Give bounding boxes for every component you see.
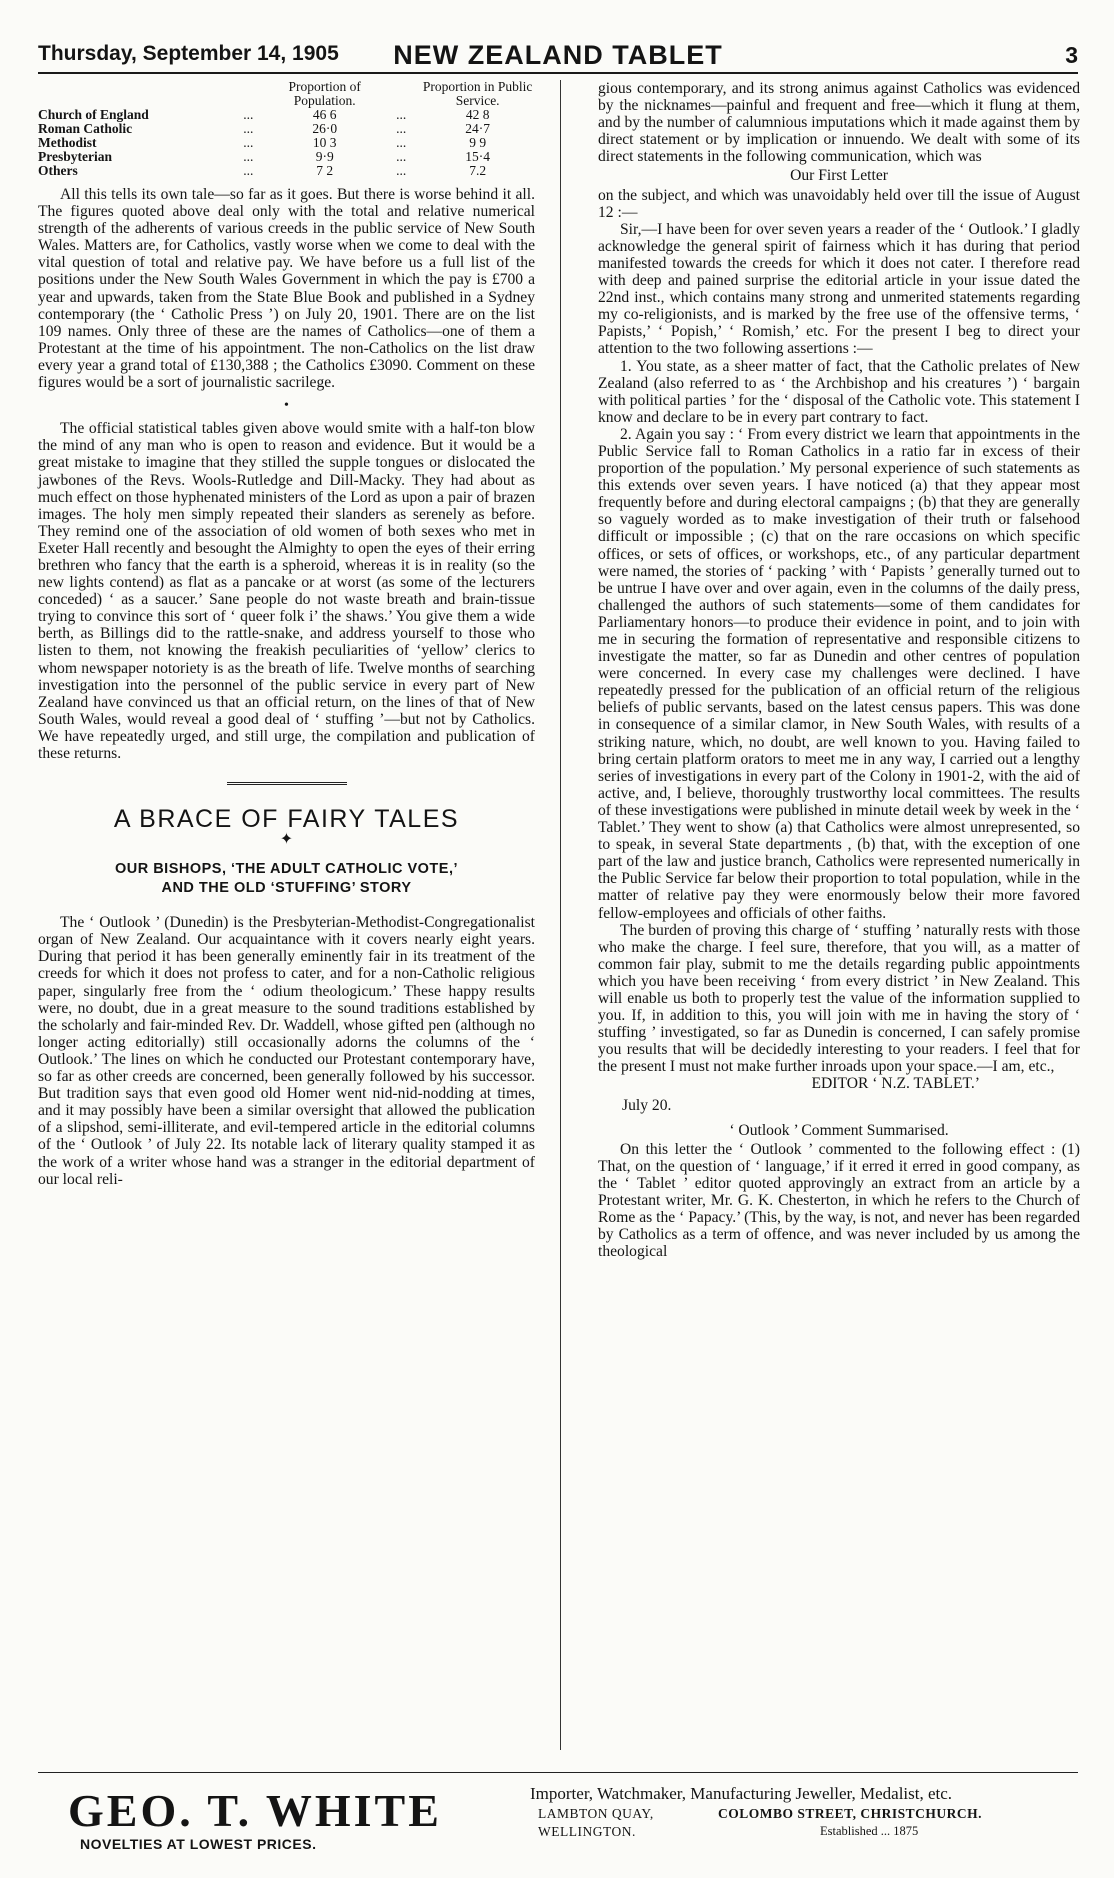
letter-paragraph: Sir,—I have been for over seven years a reader of the ‘ Outlook.’ I gladly acknowledge the general spirit of fairness which it has during that period manifested towards the creeds for which it does not cater. I therefore read with deep and pained surprise the editorial article in your issue dated the 22nd inst., which contains many strong and unmerited statements regarding my co-religionists, and is marked by the free use of the offensive terms, ‘ Papists,’ ‘ Popish,’ ‘ Romish,’ etc. For the present I beg to direct your attention to the two following assertions :— <box>598 220 1080 358</box>
service-value: 7.2 <box>469 163 487 178</box>
article-paragraph: All this tells its own tale—so far as it goes. But there is worse behind it all. The figures quoted above deal only with the total and relative numerical strength of the adherents of various creeds in the public service of New South Wales. Matters are, for Catholics, vastly worse when we come to deal with the vital question of total and relative pay. We have before us a full list of the positions under the New South Wales Government in which the pay is £700 a year and upwards, taken from the State Blue Book and published in a Sydney contemporary (the ‘ Catholic Press ’) on July 20, 1901. There are on the list 109 names. Only three of these are the names of Catholics—one of them a Protestant at the time of his appointment. The non-Catholics on the list draw every year a grand total of £130,388 ; the Catholics £3090. Comment on these figures would be a sort of journalistic sacrilege. <box>38 186 535 392</box>
table-row: Others ... 7 2 ... 7.2 <box>38 164 535 178</box>
city-wellington: WELLINGTON. <box>538 1824 636 1839</box>
table-row: Church of England ... 46 6 ... 42 8 <box>38 108 535 122</box>
creed-name: Church of England <box>38 107 149 122</box>
section-bullet: • <box>284 398 289 414</box>
section-divider <box>227 782 347 785</box>
heading-ornament: ✦ <box>279 831 294 849</box>
footer-divider <box>38 1772 1078 1773</box>
service-value: 9 9 <box>469 135 487 150</box>
advertiser-trades: Importer, Watchmaker, Manufacturing Jeweller, Medalist, etc. <box>530 1784 953 1803</box>
table-row: Presbyterian ... 9·9 ... 15·4 <box>38 150 535 164</box>
creed-name: Others <box>38 163 78 178</box>
address-wellington: LAMBTON QUAY, <box>538 1806 654 1821</box>
masthead-title: NEW ZEALAND TABLET <box>393 40 723 70</box>
letter-signoff: EDITOR ‘ N.Z. TABLET.’ <box>811 1075 980 1093</box>
summary-heading: ‘ Outlook ’ Comment Summarised. <box>729 1121 949 1139</box>
letter-date: July 20. <box>622 1096 672 1114</box>
service-header: Proportion in Public Service. <box>422 79 533 108</box>
article-paragraph: The official statistical tables given above would smite with a half-ton blow the mind of any man who is open to reason and evidence. But it would be a great mistake to imagine that they stilled the supple tongues or dislocated the jawbones of the Revs. Wools-Rutledge and Dill-Macky. They had about as much effect on those hyphenated ministers of the Lord as upon a pair of brazen images. The holy men simply repeated their slanders as serenely as before. They remind one of the association of old women of both sexes who met in Exeter Hall recently and besought the Almighty to open the eyes of their erring brethren who fancy that the earth is a spheroid, whereas it is in reality (so the new lights contend) as flat as a pancake or at worst (as some of the lecturers conceded) ‘ as a saucer.’ Sane people do not waste breath and brain-tissue trying to convince this sort of ‘ queer folk i’ the shaws.’ You give them a wide berth, as Billings did to the rattle-snake, and address yourself to those who listen to them, not knowing the freakish peculiarities of ‘yellow’ clerics to whom newspaper notoriety is as the breath of life. Twelve months of searching investigation into the personnel of the public service in every part of New Zealand have convinced us that an official return, on the lines of that of New South Wales, would reveal a good deal of ‘ stuffing ’—but not by Catholics. We have repeatedly urged, and still urge, the compilation and publication of these returns. <box>38 420 535 762</box>
article-paragraph: on the subject, and which was unavoidably held over till the issue of August 12 :— <box>598 186 1080 221</box>
service-value: 24·7 <box>465 121 490 136</box>
advertiser-tagline: NOVELTIES AT LOWEST PRICES. <box>80 1836 317 1852</box>
column-divider <box>560 80 561 1750</box>
population-value: 26·0 <box>312 121 338 136</box>
article-paragraph: On this letter the ‘ Outlook ’ commented to the following effect : (1) That, on the question of ‘ language,’ if it erred it erred in good company, as the ‘ Tablet ’ editor quoted approvingly an extract from an article by a Protestant writer, Mr. G. K. Chesterton, in which he refers to the Church of Rome as the ‘ Papacy.’ (This, by the way, is not, and never has been regarded by Catholics as a term of offence, and was never included by us among the theological <box>598 1140 1080 1261</box>
population-value: 9·9 <box>315 149 334 164</box>
creed-name: Presbyterian <box>38 149 112 164</box>
page-number: 3 <box>1065 42 1078 68</box>
article-subheading: OUR BISHOPS, ‘THE ADULT CATHOLIC VOTE,’ AND THE OLD ‘STUFFING’ STORY <box>114 861 459 897</box>
creed-name: Methodist <box>38 135 97 150</box>
proportion-table <box>38 80 535 178</box>
letter-heading: Our First Letter <box>790 167 888 185</box>
letter-paragraph: 1. You state, as a sheer matter of fact, that the Catholic prelates of New Zealand (also referred to as ‘ the Archbishop and his creatures ’) ‘ bargain with political parties ’ for the ‘ disposal of the Catholic vote. This statement I know and declare to be in every part contrary to fact. <box>598 357 1080 426</box>
advertisement <box>38 1780 1078 1860</box>
address-christchurch: COLOMBO STREET, CHRISTCHURCH. <box>718 1806 983 1821</box>
service-value: 15·4 <box>465 149 490 164</box>
creed-name: Roman Catholic <box>38 121 133 136</box>
left-column <box>38 80 535 1188</box>
article-paragraph: gious contemporary, and its strong animus against Catholics was evidenced by the nicknames—painful and frequent and free—which it flung at them, and by the number of calumnious imputations which it made against them by direct statement or by implication or innuendo. We dealt with some of its direct statements in the following communication, which was <box>598 80 1080 166</box>
service-value: 42 8 <box>465 107 490 122</box>
right-column <box>598 80 1080 1260</box>
population-value: 10 3 <box>312 135 337 150</box>
population-value: 46 6 <box>312 107 337 122</box>
letter-paragraph: The burden of proving this charge of ‘ stuffing ’ naturally rests with those who make the charge. I feel sure, therefore, that you will, as a matter of common fair play, submit to me the details regarding public appointments which you have been receiving ‘ from every district ’ in New Zealand. This will enable us both to properly test the value of the information supplied to you. If, in addition to this, you will join with me in having the story of ‘ stuffing ’ investigated, so far as Dunedin is concerned, I can safely promise you results that will be decidedly interesting to your readers. I feel that for the present I must not make further inroads upon your space.—I am, etc., <box>598 921 1080 1076</box>
population-value: 7 2 <box>316 163 334 178</box>
table-row: Methodist ... 10 3 ... 9 9 <box>38 136 535 150</box>
letter-paragraph: 2. Again you say : ‘ From every district we learn that appointments in the Public Service fall to Roman Catholics in a ratio far in excess of their proportion of the population.’ My personal experience of such statements as this extends over seven years. I have noticed (a) that they appear most frequently before and during electoral campaigns ; (b) that they are generally so vaguely worded as to make investigation of their truth or falsehood difficult or impossible ; (c) that on the rare occasions on which specific offices, or sets of offices, or workshops, etc., of any particular department were named, the stories of ‘ packing ’ with ‘ Papists ’ generally turned out to be untrue I have over and over again, even in the columns of the daily press, challenged the authors of such statements—some of them candidates for Parliamentary honors—to produce their evidence in point, and to join with me in securing the formation of representative and responsible citizens to investigate the matter, so far as Dunedin and other centres of population were concerned. In every case my challenges were declined. I have repeatedly pressed for the publication of an official return of the religious beliefs of public servants, based on the latest census papers. This was done in consequence of a similar clamor, in New South Wales, with results of a striking nature, which, no doubt, are well known to you. Having failed to bring certain platform orators to meet me in any way, I carried out a lengthy series of investigations in every part of the Colony in 1901-2, with the aid of active, and, I believe, thoroughly trustworthy local committees. The results of these investigations were published in minute detail week by week in the ‘ Tablet.’ They went to show (a) that Catholics were almost unrepresented, so to speak, in several State departments , (b) that, with the exception of one part of the law and justice branch, Catholics were represented numerically in the Public Service far below their proportion to total population, while in the matter of relative pay they were enormously below their more favored fellow-employees and officials of other faiths. <box>598 425 1080 922</box>
page-header <box>38 38 1078 74</box>
article-paragraph: The ‘ Outlook ’ (Dunedin) is the Presbyterian-Methodist-Congregationalist organ of New Zealand. Our acquaintance with it covers nearly eight years. During that period it has been generally eminently fair in its treatment of the creeds for which it does not profess to cater, and for a non-Catholic religious paper, singularly free from the ‘ odium theologicum.’ These happy results were, no doubt, due in a great measure to the sound traditions established by the scholarly and fair-minded Rev. Dr. Waddell, whose gifted pen (although no longer acting editorially) still occasionally adorns the columns of the ‘ Outlook.’ The lines on which he conducted our Protestant contemporary have, so far as other creeds are concerned, been generally followed by his successor. But tradition says that even good old Homer went nid-nid-nodding at times, and it may possibly have been a similar oversight that allowed the publication of a slipshod, semi-illiterate, and evil-tempered article in the editorial columns of the ‘ Outlook ’ of July 22. Its notable lack of literary quality stamped it as the work of a writer whose hand was a stranger in the editorial department of our local reli- <box>38 914 535 1188</box>
article-heading: A BRACE OF FAIRY TALES <box>113 805 460 834</box>
table-row: Roman Catholic ... 26·0 ... 24·7 <box>38 122 535 136</box>
population-header: Proportion of Population. <box>288 79 361 108</box>
issue-date: Thursday, September 14, 1905 <box>38 42 339 65</box>
advertiser-name: GEO. T. WHITE <box>68 1785 442 1836</box>
established-year: Established ... 1875 <box>820 1824 919 1838</box>
